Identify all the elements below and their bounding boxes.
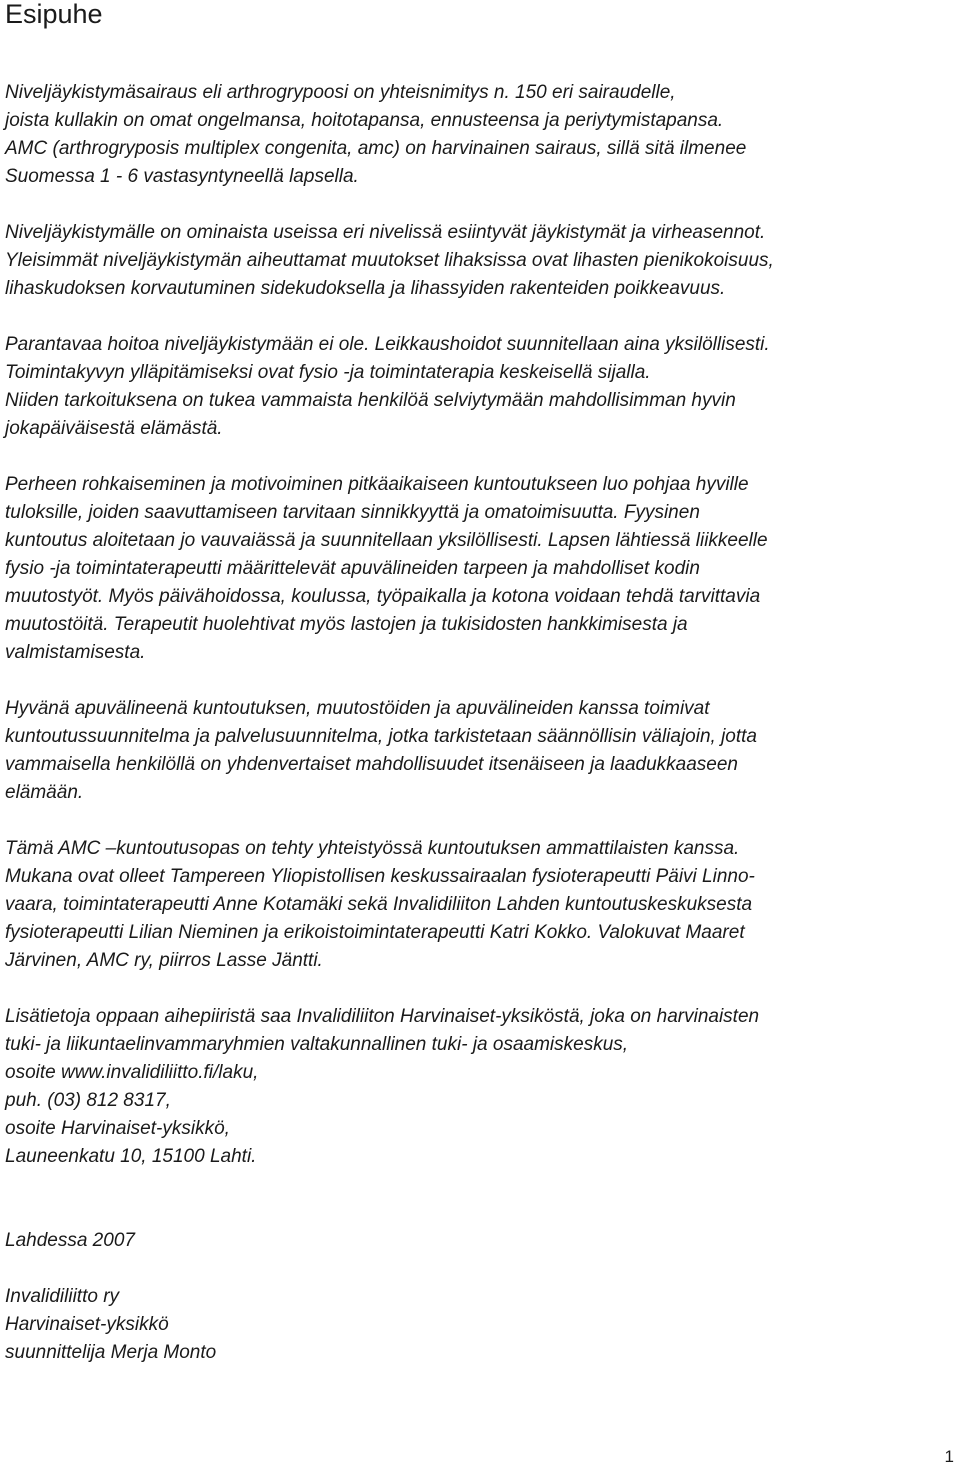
text-line: lihaskudoksen korvautuminen sidekudoksella ja lihassyiden rakenteiden poikkeavuus. xyxy=(5,278,726,299)
paragraph-plans xyxy=(5,695,757,807)
paragraph-rehabilitation xyxy=(5,471,768,667)
paragraph-credits xyxy=(5,835,755,975)
text-line: Toimintakyvyn ylläpitämiseksi ovat fysio -ja toimintaterapia keskeisellä sijalla. xyxy=(5,362,651,383)
text-line: Suomessa 1 - 6 vastasyntyneellä lapsella. xyxy=(5,166,359,187)
text-line: Mukana ovat olleet Tampereen Yliopistollisen keskussairaalan fysioterapeutti Päivi Linno- xyxy=(5,866,755,887)
text-line: Launeenkatu 10, 15100 Lahti. xyxy=(5,1146,257,1167)
text-line: Järvinen, AMC ry, piirros Lasse Jäntti. xyxy=(5,950,323,971)
text-line: elämään. xyxy=(5,782,84,803)
text-line: Niveljäykistymälle on ominaista useissa eri nivelissä esiintyvät jäykistymät ja virheasennot. xyxy=(5,222,766,243)
text-line: Invalidiliitto ry xyxy=(5,1286,120,1307)
text-line: kuntoutus aloitetaan jo vauvaiässä ja suunnitellaan yksilöllisesti. Lapsen lähtiessä liikkeelle xyxy=(5,530,768,551)
text-line: tuki- ja liikuntaelinvammaryhmien valtakunnallinen tuki- ja osaamiskeskus, xyxy=(5,1034,629,1055)
paragraph-place-date xyxy=(5,1227,135,1255)
text-line: valmistamisesta. xyxy=(5,642,146,663)
text-line: joista kullakin on omat ongelmansa, hoitotapansa, ennusteensa ja periytymistapansa. xyxy=(5,110,724,131)
text-line: jokapäiväisestä elämästä. xyxy=(5,418,223,439)
text-line: Niiden tarkoituksena on tukea vammaista henkilöä selviytymään mahdollisimman hyvin xyxy=(5,390,736,411)
text-line: osoite www.invalidiliitto.fi/laku, xyxy=(5,1062,259,1083)
text-line: osoite Harvinaiset-yksikkö, xyxy=(5,1118,230,1139)
page-title: Esipuhe xyxy=(5,0,103,29)
text-line: muutostyöt. Myös päivähoidossa, koulussa, työpaikalla ja kotona voidaan tehdä tarvittavia xyxy=(5,586,761,607)
text-line: Perheen rohkaiseminen ja motivoiminen pitkäaikaiseen kuntoutukseen luo pohjaa hyville xyxy=(5,474,749,495)
paragraph-symptoms xyxy=(5,219,774,303)
text-line: Parantavaa hoitoa niveljäykistymään ei ole. Leikkaushoidot suunnitellaan aina yksilöllisesti. xyxy=(5,334,770,355)
text-line: suunnittelija Merja Monto xyxy=(5,1342,217,1363)
text-line: Tämä AMC –kuntoutusopas on tehty yhteistyössä kuntoutuksen ammattilaisten kanssa. xyxy=(5,838,740,859)
text-line: tuloksille, joiden saavuttamiseen tarvitaan sinnikkyyttä ja omatoimisuutta. Fyysinen xyxy=(5,502,700,523)
text-line: kuntoutussuunnitelma ja palvelusuunnitelma, jotka tarkistetaan säännöllisin väliajoin, jotta xyxy=(5,726,758,747)
text-line: fysio -ja toimintaterapeutti määrittelevät apuvälineiden tarpeen ja mahdolliset kodin xyxy=(5,558,700,579)
paragraph-signature xyxy=(5,1283,216,1367)
text-line: Niveljäykistymäsairaus eli arthrogrypoosi on yhteisnimitys n. 150 eri sairaudelle, xyxy=(5,82,676,103)
text-line: Lahdessa 2007 xyxy=(5,1230,135,1251)
text-line: AMC (arthrogryposis multiplex congenita, amc) on harvinainen sairaus, sillä sitä ilmenee xyxy=(5,138,747,159)
paragraph-contact xyxy=(5,1003,759,1171)
paragraph-treatment xyxy=(5,331,770,443)
text-line: fysioterapeutti Lilian Nieminen ja erikoistoimintaterapeutti Katri Kokko. Valokuvat Maaret xyxy=(5,922,745,943)
page-number: 1 xyxy=(944,1447,954,1466)
text-line: vammaisella henkilöllä on yhdenvertaiset mahdollisuudet itsenäiseen ja laadukkaaseen xyxy=(5,754,739,775)
text-line: muutostöitä. Terapeutit huolehtivat myös lastojen ja tukisidosten hankkimisesta ja xyxy=(5,614,688,635)
text-line: puh. (03) 812 8317, xyxy=(5,1090,171,1111)
text-line: vaara, toimintaterapeutti Anne Kotamäki sekä Invalidiliiton Lahden kuntoutuskeskuksesta xyxy=(5,894,753,915)
text-line: Yleisimmät niveljäykistymän aiheuttamat muutokset lihaksissa ovat lihasten pienikokoisuus, xyxy=(5,250,774,271)
text-line: Harvinaiset-yksikkö xyxy=(5,1314,169,1335)
paragraph-intro xyxy=(5,79,746,191)
text-line: Hyvänä apuvälineenä kuntoutuksen, muutostöiden ja apuvälineiden kanssa toimivat xyxy=(5,698,710,719)
text-line: Lisätietoja oppaan aihepiiristä saa Invalidiliiton Harvinaiset-yksiköstä, joka on harvinaisten xyxy=(5,1006,760,1027)
